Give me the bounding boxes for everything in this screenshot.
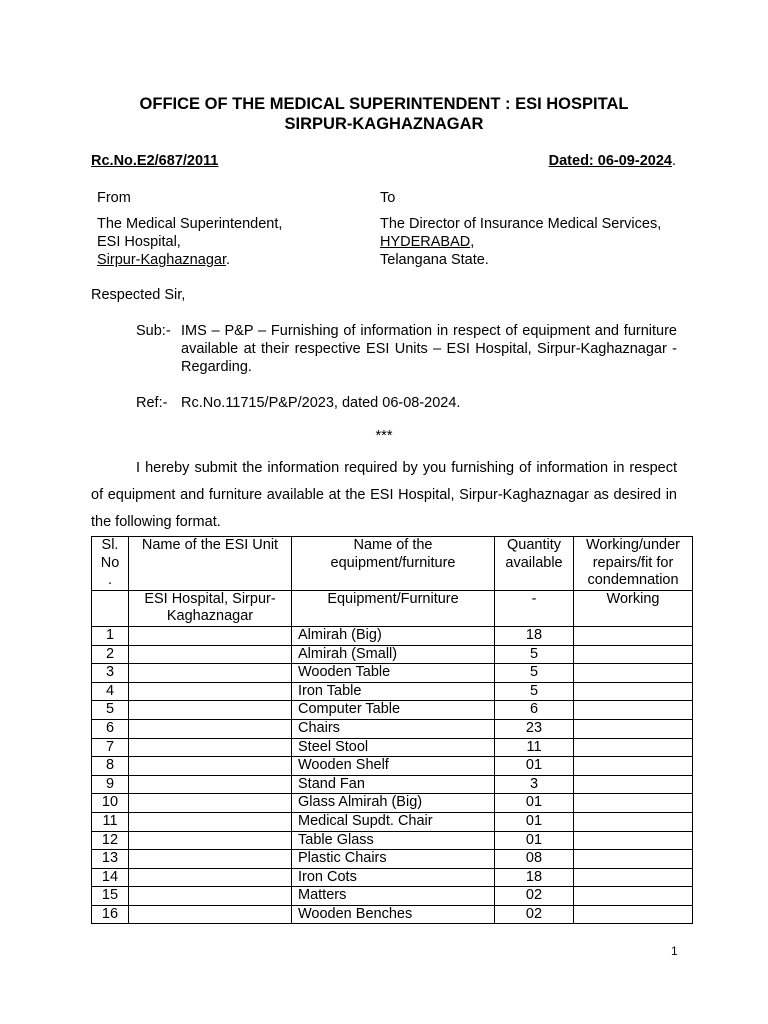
row-sl-no: 7 — [92, 738, 129, 757]
row-unit — [129, 738, 292, 757]
body-text: I hereby submit the information required by you furnishing of information in respect of equipment and furniture available at the ESI Hospital, Sirpur-Kaghaznagar as desired in the following format. — [91, 460, 677, 530]
row-item: Medical Supdt. Chair — [292, 812, 495, 831]
row-item: Wooden Shelf — [292, 757, 495, 776]
row-item: Glass Almirah (Big) — [292, 794, 495, 813]
row-unit — [129, 775, 292, 794]
office-title: OFFICE OF THE MEDICAL SUPERINTENDENT : ESI HOSPITAL — [139, 95, 629, 113]
office-location: SIRPUR-KAGHAZNAGAR — [284, 115, 484, 133]
row-status — [574, 701, 693, 720]
row-status — [574, 645, 693, 664]
from-line-3 — [97, 251, 282, 269]
row-status — [574, 812, 693, 831]
summary-quantity: - — [495, 590, 574, 626]
row-unit — [129, 868, 292, 887]
row-quantity: 5 — [495, 664, 574, 683]
subject-line — [136, 322, 677, 376]
row-quantity: 02 — [495, 905, 574, 924]
row-status — [574, 664, 693, 683]
table-row — [92, 664, 693, 683]
to-line-1: The Director of Insurance Medical Services, — [380, 216, 662, 232]
equipment-table — [91, 536, 693, 924]
row-quantity: 5 — [495, 682, 574, 701]
row-item: Iron Table — [292, 682, 495, 701]
header-item: Name of the equipment/furniture — [292, 537, 495, 591]
row-item: Chairs — [292, 719, 495, 738]
header-sl-no: Sl. No . — [92, 537, 129, 591]
table-row — [92, 812, 693, 831]
ref-label: Ref:- — [136, 395, 168, 411]
rc-number: Rc.No.E2/687/2011 — [91, 153, 219, 169]
row-sl-no: 13 — [92, 850, 129, 869]
row-status — [574, 831, 693, 850]
header-status: Working/under repairs/fit for condemnation — [574, 537, 693, 591]
row-quantity: 6 — [495, 701, 574, 720]
row-sl-no: 16 — [92, 905, 129, 924]
body-paragraph — [91, 455, 677, 536]
table-row — [92, 719, 693, 738]
table-row — [92, 887, 693, 906]
row-item: Wooden Benches — [292, 905, 495, 924]
from-line-2: ESI Hospital, — [97, 234, 181, 250]
row-status — [574, 775, 693, 794]
row-sl-no: 12 — [92, 831, 129, 850]
row-unit — [129, 887, 292, 906]
summary-status: Working — [574, 590, 693, 626]
row-status — [574, 682, 693, 701]
table-row — [92, 682, 693, 701]
row-quantity: 5 — [495, 645, 574, 664]
row-item: Wooden Table — [292, 664, 495, 683]
reference-number — [91, 153, 218, 169]
row-item: Stand Fan — [292, 775, 495, 794]
from-city: Sirpur-Kaghaznagar — [97, 252, 226, 268]
row-item: Steel Stool — [292, 738, 495, 757]
row-quantity: 01 — [495, 812, 574, 831]
row-sl-no: 15 — [92, 887, 129, 906]
subject-label: Sub:- — [136, 323, 171, 339]
row-item: Almirah (Small) — [292, 645, 495, 664]
table-row — [92, 738, 693, 757]
subject-text: IMS – P&P – Furnishing of information in respect of equipment and furniture available at their respective ESI Units – ESI Hospital, Sirpur-Kaghaznagar - Regarding. — [181, 323, 677, 375]
row-quantity: 02 — [495, 887, 574, 906]
from-line-1: The Medical Superintendent, — [97, 216, 283, 232]
table-row — [92, 626, 693, 645]
table-row — [92, 645, 693, 664]
separator: *** — [375, 428, 393, 444]
row-item: Matters — [292, 887, 495, 906]
row-unit — [129, 626, 292, 645]
table-row — [92, 775, 693, 794]
table-row — [92, 905, 693, 924]
ref-line — [136, 394, 677, 412]
summary-unit: ESI Hospital, Sirpur-Kaghaznagar — [129, 590, 292, 626]
to-line-2 — [380, 233, 661, 251]
row-item: Plastic Chairs — [292, 850, 495, 869]
row-quantity: 01 — [495, 831, 574, 850]
from-address — [97, 189, 282, 269]
row-status — [574, 757, 693, 776]
table-row — [92, 868, 693, 887]
row-item: Computer Table — [292, 701, 495, 720]
row-status — [574, 850, 693, 869]
row-status — [574, 738, 693, 757]
row-quantity: 18 — [495, 626, 574, 645]
row-unit — [129, 831, 292, 850]
row-sl-no: 5 — [92, 701, 129, 720]
row-sl-no: 14 — [92, 868, 129, 887]
row-quantity: 3 — [495, 775, 574, 794]
to-city-suffix: , — [470, 234, 475, 250]
row-item: Table Glass — [292, 831, 495, 850]
to-line-3: Telangana State. — [380, 252, 489, 268]
table-row — [92, 757, 693, 776]
table-row — [92, 794, 693, 813]
row-sl-no: 2 — [92, 645, 129, 664]
row-sl-no: 3 — [92, 664, 129, 683]
letter-date — [549, 153, 676, 169]
to-label: To — [380, 190, 396, 206]
row-quantity: 18 — [495, 868, 574, 887]
row-status — [574, 868, 693, 887]
row-quantity: 23 — [495, 719, 574, 738]
to-address — [380, 189, 661, 269]
date-text: Dated: 06-09-2024 — [548, 153, 672, 169]
date-suffix: . — [671, 153, 676, 169]
row-quantity: 01 — [495, 757, 574, 776]
row-item: Almirah (Big) — [292, 626, 495, 645]
row-sl-no: 6 — [92, 719, 129, 738]
row-unit — [129, 645, 292, 664]
row-sl-no: 4 — [92, 682, 129, 701]
row-sl-no: 1 — [92, 626, 129, 645]
to-city: HYDERABAD — [380, 234, 471, 250]
row-sl-no: 8 — [92, 757, 129, 776]
table-row — [92, 850, 693, 869]
row-unit — [129, 905, 292, 924]
table-row — [92, 831, 693, 850]
row-quantity: 01 — [495, 794, 574, 813]
salutation: Respected Sir, — [91, 287, 186, 303]
ref-text: Rc.No.11715/P&P/2023, dated 06-08-2024. — [181, 395, 461, 411]
summary-sl — [92, 590, 129, 626]
table-header-row — [92, 537, 693, 591]
page-number: 1 — [671, 944, 678, 958]
row-quantity: 08 — [495, 850, 574, 869]
row-unit — [129, 757, 292, 776]
row-sl-no: 9 — [92, 775, 129, 794]
row-sl-no: 10 — [92, 794, 129, 813]
row-status — [574, 887, 693, 906]
row-unit — [129, 812, 292, 831]
summary-item: Equipment/Furniture — [292, 590, 495, 626]
row-unit — [129, 850, 292, 869]
row-unit — [129, 664, 292, 683]
row-sl-no: 11 — [92, 812, 129, 831]
row-unit — [129, 794, 292, 813]
row-status — [574, 626, 693, 645]
row-unit — [129, 701, 292, 720]
row-status — [574, 794, 693, 813]
row-quantity: 11 — [495, 738, 574, 757]
header-quantity: Quantity available — [495, 537, 574, 591]
header-unit: Name of the ESI Unit — [129, 537, 292, 591]
from-city-suffix: . — [225, 252, 231, 268]
table-summary-row — [92, 590, 693, 626]
row-unit — [129, 719, 292, 738]
row-status — [574, 719, 693, 738]
table-row — [92, 701, 693, 720]
from-label: From — [97, 190, 131, 206]
row-unit — [129, 682, 292, 701]
row-status — [574, 905, 693, 924]
row-item: Iron Cots — [292, 868, 495, 887]
